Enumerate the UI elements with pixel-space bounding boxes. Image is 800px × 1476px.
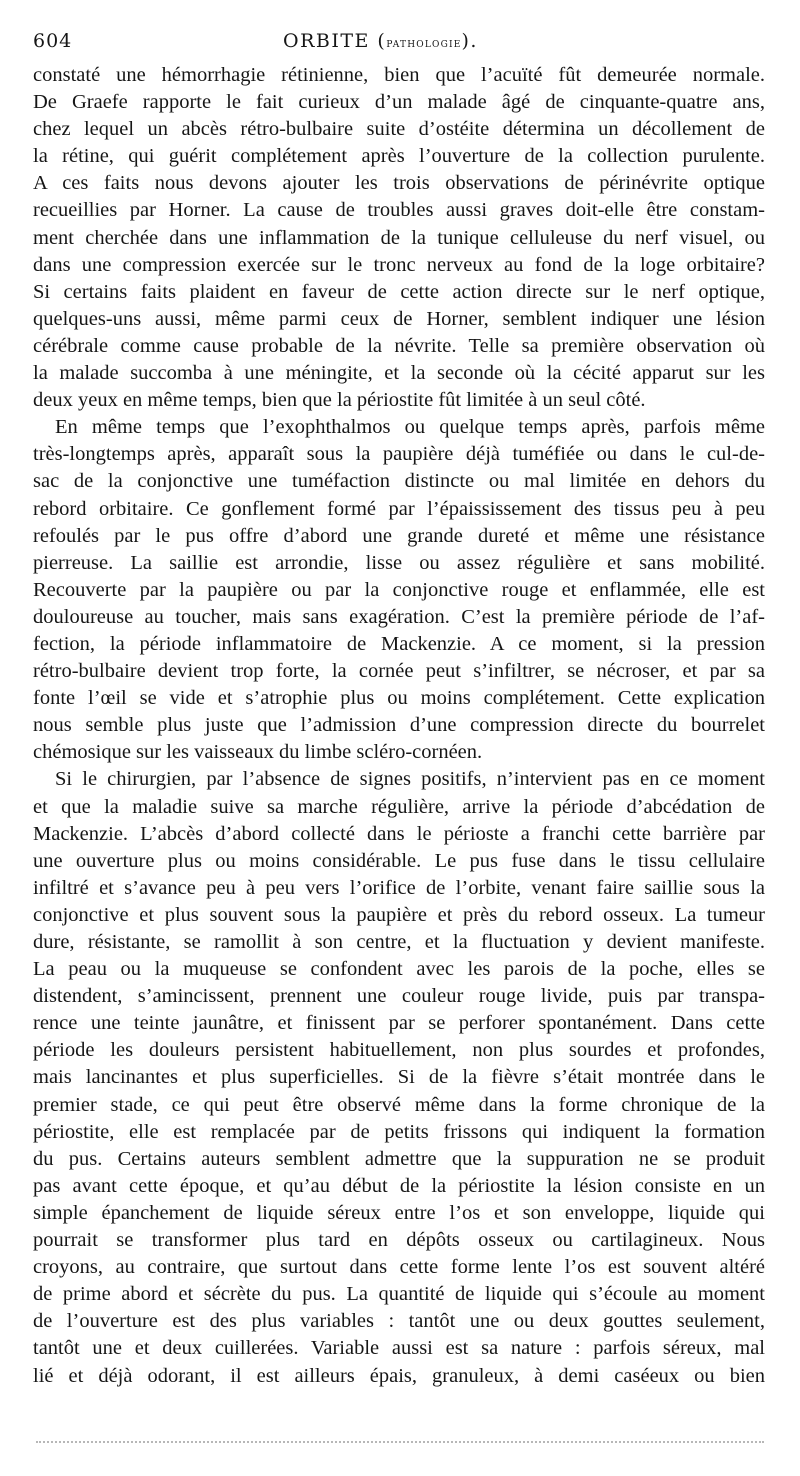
text-line: conjonctive et plus souvent sous la paupière et près du rebord osseux. La tumeur	[33, 903, 765, 926]
text-line: une ouverture plus ou moins considérable. Le pus fuse dans le tissu cellulaire	[33, 849, 765, 872]
text-line: douloureuse au toucher, mais sans exagération. C’est la première période de l’af-	[33, 605, 765, 628]
text-line: Si certains faits plaident en faveur de cette action directe sur le nerf optique,	[33, 280, 765, 303]
text-line: En même temps que l’exophthalmos ou quelque temps après, parfois même	[55, 416, 765, 439]
text-line: de l’ouverture est des plus variables : tantôt une ou deux gouttes seulement,	[33, 1310, 765, 1333]
body-text	[33, 62, 765, 1390]
text-line: de prime abord et sécrète du pus. La quantité de liquide qui s’écoule au moment	[33, 1283, 765, 1306]
running-title-subtitle: pathologie	[386, 36, 462, 51]
page-header	[33, 30, 765, 62]
text-line: rétro-bulbaire devient trop forte, la cornée peut s’infiltrer, se nécroser, et par sa	[33, 660, 765, 683]
text-line: ment cherchée dans une inflammation de la tunique celluleuse du nerf visuel, ou	[33, 226, 765, 249]
text-line: Recouverte par la paupière ou par la conjonctive rouge et enflammée, elle est	[33, 578, 765, 601]
text-line: période les douleurs persistent habituellement, non plus sourdes et profondes,	[33, 1039, 765, 1062]
text-line: périostite, elle est remplacée par de petits frissons qui indiquent la formation	[33, 1120, 765, 1143]
running-title	[283, 30, 478, 52]
text-line: dans une compression exercée sur le tronc nerveux au fond de la loge orbitaire?	[33, 253, 765, 276]
text-line: croyons, au contraire, que surtout dans cette forme lente l’os est souvent altéré	[33, 1256, 765, 1279]
text-line: sac de la conjonctive une tuméfaction distincte ou mal limitée en dehors du	[33, 470, 765, 493]
text-line: quelques-uns aussi, même parmi ceux de Horner, semblent indiquer une lésion	[33, 307, 765, 330]
text-line: Si le chirurgien, par l’absence de signes positifs, n’intervient pas en ce moment	[55, 768, 765, 791]
text-line: la rétine, qui guérit complétement après l’ouverture de la collection purulente.	[33, 145, 765, 168]
text-line: pierreuse. La saillie est arrondie, lisse ou assez régulière et sans mobilité.	[33, 551, 765, 574]
text-line: cérébrale comme cause probable de la névrite. Telle sa première observation où	[33, 334, 765, 357]
text-line: infiltré et s’avance peu à peu vers l’orifice de l’orbite, venant faire saillie sous la	[33, 876, 765, 899]
text-line: recueillies par Horner. La cause de troubles aussi graves doit-elle être constam-	[33, 199, 765, 222]
footer-dotted-rule	[36, 1441, 764, 1443]
text-line: refoulés par le pus offre d’abord une grande dureté et même une résistance	[33, 524, 765, 547]
text-line: et que la maladie suive sa marche régulière, arrive la période d’abcédation de	[33, 795, 765, 818]
text-line: rence une teinte jaunâtre, et finissent par se perforer spontanément. Dans cette	[33, 1012, 765, 1035]
text-line: pas avant cette époque, et qu’au début de la périostite la lésion consiste en un	[33, 1174, 765, 1197]
text-line: Mackenzie. L’abcès d’abord collecté dans le périoste a franchi cette barrière par	[33, 822, 765, 845]
text-line: dure, résistante, se ramollit à son centre, et la fluctuation y devient manifeste.	[33, 931, 765, 953]
book-page	[33, 30, 765, 1390]
text-line: chémosique sur les vaisseaux du limbe scléro-cornéen.	[33, 741, 483, 764]
text-line: fonte l’œil se vide et s’atrophie plus ou moins complétement. Cette explication	[33, 687, 765, 710]
text-line: tantôt une et deux cuillerées. Variable aussi est sa nature : parfois séreux, mal	[33, 1337, 765, 1360]
text-line: pourrait se transformer plus tard en dépôts osseux ou cartilagineux. Nous	[33, 1229, 765, 1252]
page-number: 604	[33, 30, 73, 52]
text-line: du pus. Certains auteurs semblent admettre que la suppuration ne se produit	[33, 1147, 765, 1170]
text-line: mais lancinantes et plus superficielles. Si de la fièvre s’était montrée dans le	[33, 1066, 765, 1089]
text-line: A ces faits nous devons ajouter les trois observations de périnévrite optique	[33, 172, 765, 195]
running-title-end: ).	[461, 30, 478, 52]
text-line: La peau ou la muqueuse se confondent avec les parois de la poche, elles se	[33, 958, 765, 981]
text-line: premier stade, ce qui peut être observé même dans la forme chronique de la	[33, 1093, 765, 1116]
running-title-main: ORBITE (	[283, 30, 387, 52]
text-line: simple épanchement de liquide séreux entre l’os et son enveloppe, liquide qui	[33, 1201, 765, 1224]
text-line: rebord orbitaire. Ce gonflement formé par l’épaississement des tissus peu à peu	[33, 497, 765, 520]
text-line: fection, la période inflammatoire de Mackenzie. A ce moment, si la pression	[33, 632, 765, 655]
text-line: distendent, s’amincissent, prennent une couleur rouge livide, puis par transpa-	[33, 985, 765, 1008]
text-line: chez lequel un abcès rétro-bulbaire suite d’ostéite détermina un décollement de	[33, 118, 765, 141]
text-line: deux yeux en même temps, bien que la périostite fût limitée à un seul côté.	[33, 389, 646, 412]
text-line: la malade succomba à une méningite, et la seconde où la cécité apparut sur les	[33, 362, 765, 385]
text-line: très-longtemps après, apparaît sous la paupière déjà tuméfiée ou dans le cul-de-	[33, 443, 765, 466]
text-line: constaté une hémorrhagie rétinienne, bien que l’acuïté fût demeurée normale.	[33, 64, 765, 86]
text-line: lié et déjà odorant, il est ailleurs épais, granuleux, à demi caséeux ou bien	[33, 1364, 765, 1387]
text-line: De Graefe rapporte le fait curieux d’un malade âgé de cinquante-quatre ans,	[33, 91, 765, 114]
text-line: nous semble plus juste que l’admission d’une compression directe du bourrelet	[33, 714, 765, 737]
